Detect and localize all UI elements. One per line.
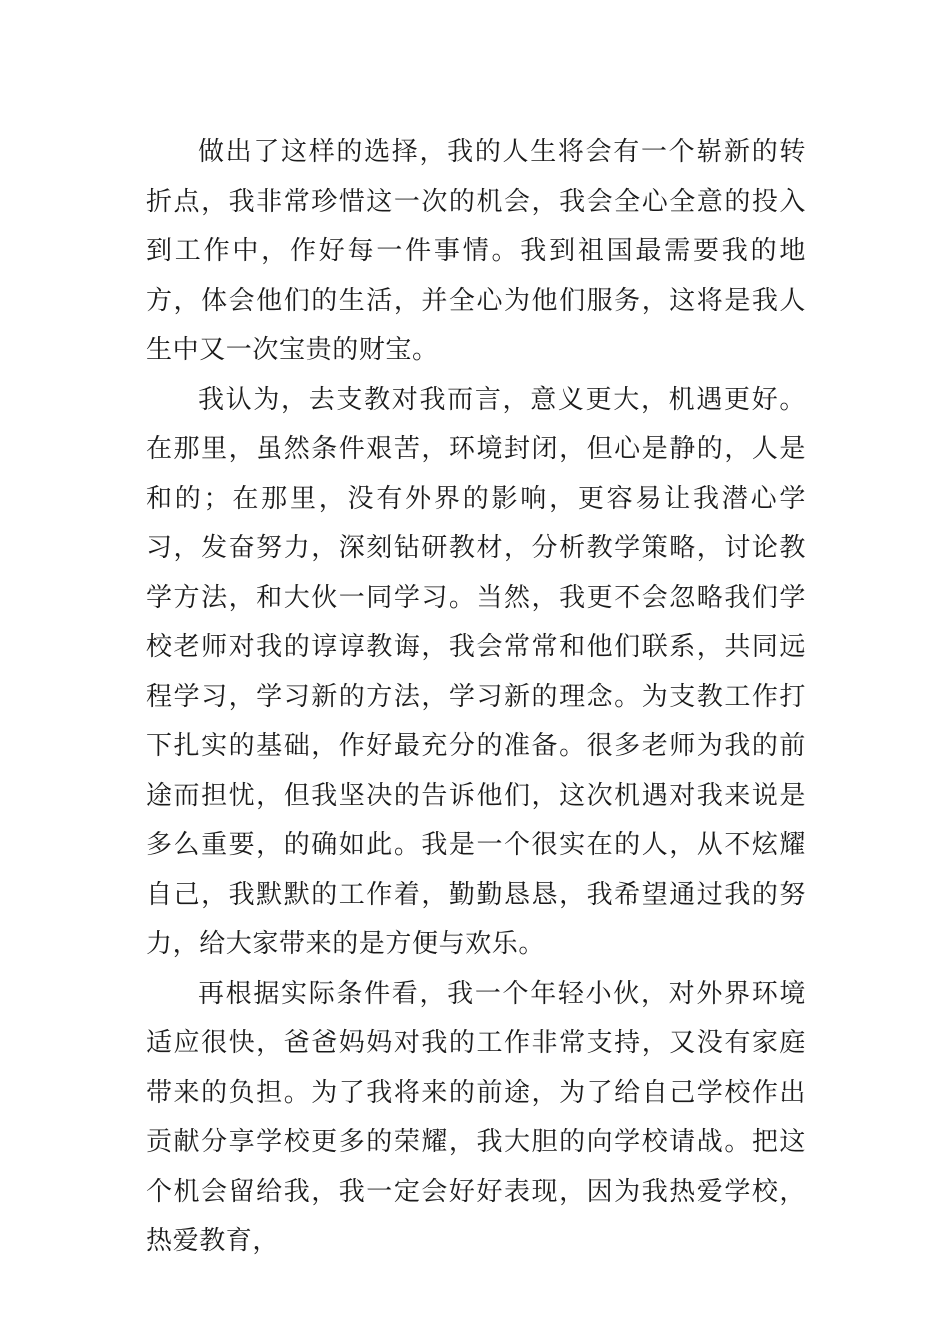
paragraph-3: 再根据实际条件看，我一个年轻小伙，对外界环境适应很快，爸爸妈妈对我的工作非常支持，又没有家庭带来的负担。为了我将来的前途，为了给自己学校作出贡献分享学校更多的荣耀，我大胆的向学校请战。把这个机会留给我，我一定会好好表现，因为我热爱学校，热爱教育， [146,978,806,1256]
paragraph-1: 做出了这样的选择，我的人生将会有一个崭新的转折点，我非常珍惜这一次的机会，我会全心全意的投入到工作中，作好每一件事情。我到祖国最需要我的地方，体会他们的生活，并全心为他们服务，这将是我人生中又一次宝贵的财宝。 [146,137,806,365]
paragraph-2: 我认为，去支教对我而言，意义更大，机遇更好。在那里，虽然条件艰苦，环境封闭，但心是静的，人是和的；在那里，没有外界的影响，更容易让我潜心学习，发奋努力，深刻钻研教材，分析教学策略，讨论教学方法，和大伙一同学习。当然，我更不会忽略我们学校老师对我的谆谆教诲，我会常常和他们联系，共同远程学习，学习新的方法，学习新的理念。为支教工作打下扎实的基础，作好最充分的准备。很多老师为我的前途而担忧，但我坚决的告诉他们，这次机遇对我来说是多么重要，的确如此。我是一个很实在的人，从不炫耀自己，我默默的工作着，勤勤恳恳，我希望通过我的努力，给大家带来的是方便与欢乐。 [146,384,806,959]
document-body [146,128,806,1267]
